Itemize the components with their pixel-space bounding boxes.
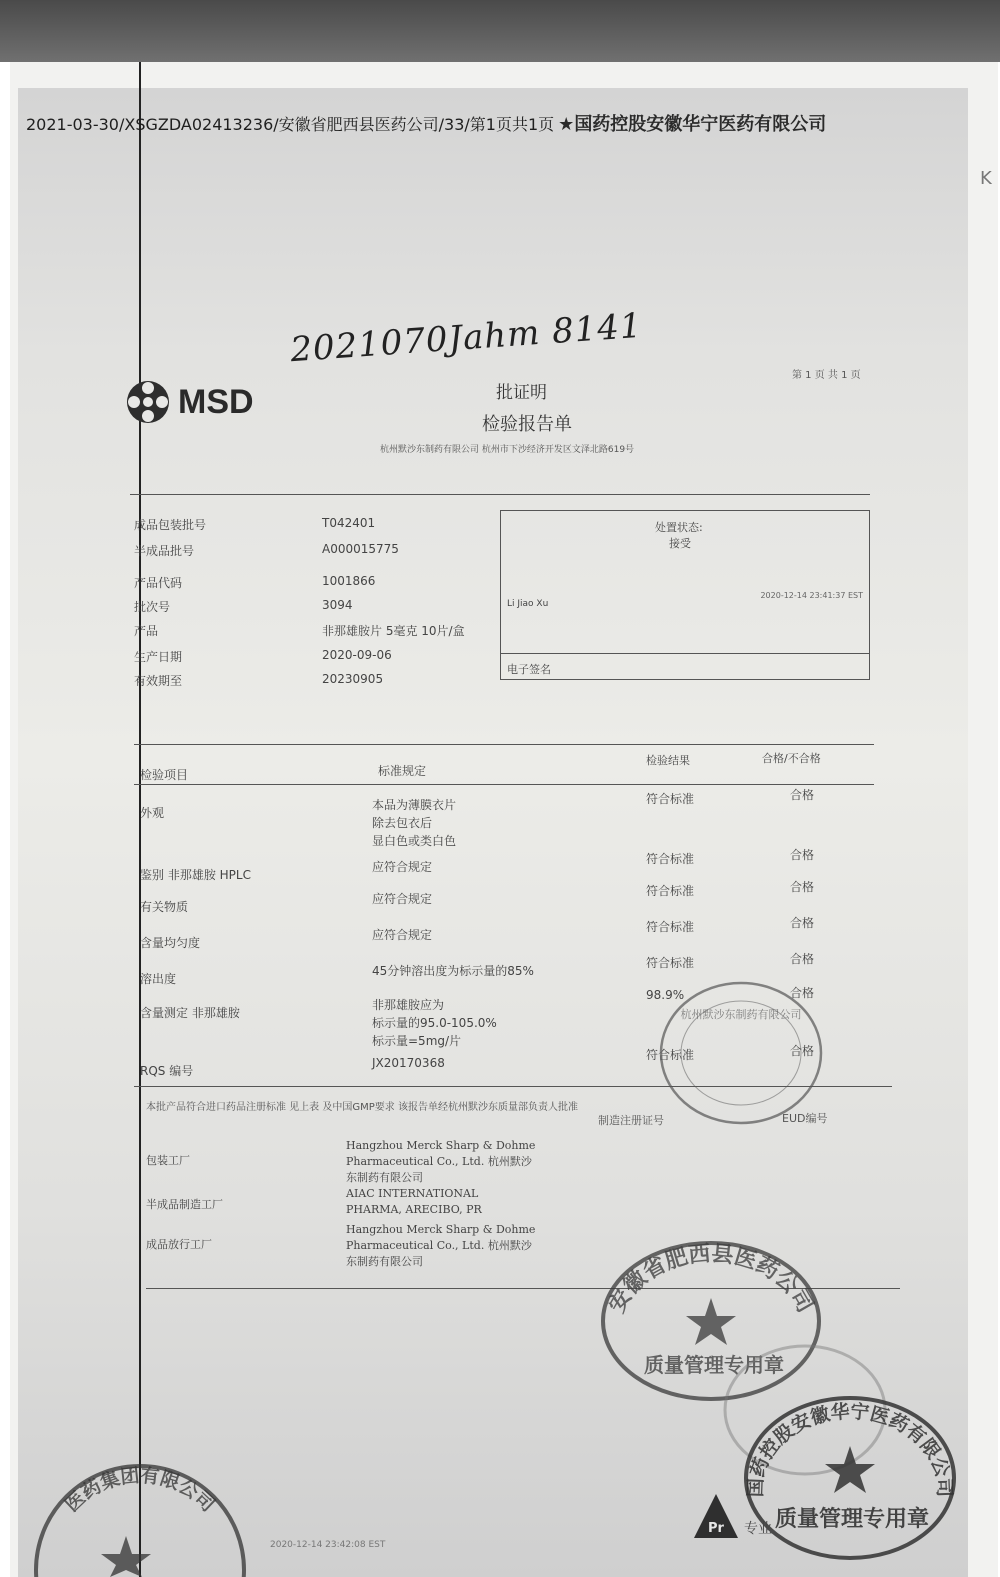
- divider: [134, 744, 874, 745]
- test-item: RQS 编号: [140, 1064, 194, 1078]
- test-result: 98.9%: [646, 988, 685, 1002]
- test-conclusion: 合格: [790, 952, 815, 966]
- report-title: 检验报告单: [482, 414, 572, 435]
- test-conclusion: 合格: [790, 848, 815, 862]
- test-standard: [372, 996, 497, 1050]
- manufacturer-label: 成品放行工厂: [146, 1238, 212, 1251]
- test-result: 符合标准: [646, 1048, 695, 1062]
- manufacturer-name: [346, 1186, 482, 1218]
- standard-line: 显白色或类白色: [372, 834, 457, 848]
- msd-logo: [126, 380, 254, 424]
- info-row: [0, 574, 500, 598]
- status-value: 接受: [669, 537, 691, 550]
- info-label: 半成品批号: [134, 544, 195, 558]
- test-conclusion: 合格: [790, 788, 815, 802]
- manufacturer-label: 半成品制造工厂: [146, 1198, 223, 1211]
- test-conclusion: 合格: [790, 1044, 815, 1058]
- divider: [134, 784, 874, 785]
- col-header-conclusion: 合格/不合格: [762, 752, 821, 765]
- test-standard: [372, 890, 432, 908]
- svg-text:医药集团有限公司: [61, 1464, 219, 1517]
- bottom-timestamp: 2020-12-14 23:42:08 EST: [270, 1540, 386, 1550]
- standard-line: 应符合规定: [372, 892, 433, 906]
- info-label: 有效期至: [134, 674, 183, 688]
- standard-line: JX20170368: [372, 1056, 445, 1070]
- test-item: 鉴别 非那雄胺 HPLC: [140, 868, 251, 882]
- star-icon: [825, 1446, 875, 1493]
- manufacturer-label: 包装工厂: [146, 1154, 190, 1167]
- divider: [501, 653, 869, 654]
- standard-line: 45分钟溶出度为标示量的85%: [372, 964, 534, 978]
- info-row: [0, 598, 500, 622]
- sinopharm-stamp-text: 国药控股安徽华宁医药有限公司: [744, 1400, 956, 1498]
- document-header: [26, 110, 986, 136]
- company-address: 杭州默沙东制药有限公司 杭州市下沙经济开发区文泽北路619号: [380, 445, 635, 455]
- test-conclusion: 合格: [790, 916, 815, 930]
- test-standard: [372, 1054, 445, 1072]
- test-item: 外观: [140, 806, 165, 820]
- feixi-stamp-text: 安徽省肥西县医药公司: [603, 1240, 819, 1318]
- info-row: [0, 648, 500, 672]
- test-conclusion: 合格: [790, 880, 815, 894]
- info-value: A000015775: [322, 542, 399, 556]
- page-number: 第 1 页 共 1 页: [792, 370, 861, 381]
- col-header-item: 检验项目: [140, 768, 189, 782]
- test-result: 符合标准: [646, 884, 695, 898]
- test-standard: [372, 926, 432, 944]
- manufacturer-name: [346, 1222, 535, 1270]
- signer-name: Li Jiao Xu: [507, 599, 549, 609]
- info-row: [0, 622, 500, 646]
- header-company: ★国药控股安徽华宁医药有限公司: [558, 114, 827, 135]
- group-stamp: [30, 1440, 250, 1577]
- standard-line: 标示量=5mg/片: [372, 1034, 462, 1048]
- standard-line: 应符合规定: [372, 928, 433, 942]
- signature-box: [500, 510, 870, 680]
- compliance-statement: 本批产品符合进口药品注册标准 见上表 及中国GMP要求 该报告单经杭州默沙东质量部负责人批准: [146, 1102, 578, 1113]
- msd-seal-text: 杭州默沙东制药有限公司: [680, 1008, 802, 1021]
- msd-quality-seal: [656, 978, 826, 1128]
- info-label: 成品包装批号: [134, 518, 207, 532]
- manufacturer-line: 东制药有限公司: [346, 1171, 423, 1184]
- status-label: 处置状态:: [655, 521, 703, 534]
- manufacturer-line: AIAC INTERNATIONAL: [346, 1187, 479, 1200]
- pr-triangle-icon: [692, 1492, 740, 1540]
- standard-line: 非那雄胺应为: [372, 998, 445, 1012]
- sinopharm-stamp-subtext: 质量管理专用章: [774, 1506, 930, 1532]
- info-row: [0, 672, 500, 696]
- standard-line: 应符合规定: [372, 860, 433, 874]
- batch-line: 2021-03-30/XSGZDA02413236/安徽省肥西县医药公司/33/第1页共1页: [26, 115, 555, 134]
- pr-logo-text: 专业: [744, 1521, 772, 1537]
- info-label: 产品: [134, 624, 159, 638]
- feixi-stamp-subtext: 质量管理专用章: [644, 1353, 784, 1377]
- col-header-standard: 标准规定: [378, 764, 427, 778]
- star-icon: [101, 1536, 151, 1577]
- test-item: 溶出度: [140, 972, 177, 986]
- e-signature-label: 电子签名: [507, 663, 551, 676]
- sinopharm-quality-stamp: [740, 1394, 960, 1564]
- standard-line: 除去包衣后: [372, 816, 433, 830]
- msd-logo-text: MSD: [178, 382, 254, 421]
- info-value: 20230905: [322, 672, 384, 686]
- test-item: 有关物质: [140, 900, 189, 914]
- info-label: 生产日期: [134, 650, 183, 664]
- manufacturer-name: [346, 1138, 535, 1186]
- standard-line: 本品为薄膜衣片: [372, 798, 457, 812]
- info-value: 2020-09-06: [322, 648, 392, 662]
- signature-timestamp: 2020-12-14 23:41:37 EST: [760, 591, 863, 600]
- cert-title: 批证明: [496, 383, 547, 403]
- test-conclusion: 合格: [790, 986, 815, 1000]
- test-item: 含量测定 非那雄胺: [140, 1006, 240, 1020]
- info-label: 批次号: [134, 600, 171, 614]
- test-result: 符合标准: [646, 852, 695, 866]
- info-value: 1001866: [322, 574, 376, 588]
- manufacturer-line: Pharmaceutical Co., Ltd. 杭州默沙: [346, 1155, 532, 1168]
- test-item: 含量均匀度: [140, 936, 201, 950]
- manufacturer-line: PHARMA, ARECIBO, PR: [346, 1203, 482, 1216]
- divider: [130, 494, 870, 495]
- permit-label: 制造注册证号: [598, 1114, 664, 1127]
- msd-logo-icon: [126, 380, 170, 424]
- handwritten-note: 2021070Jahm 8141: [289, 305, 644, 371]
- svg-text:Pr: Pr: [708, 1521, 724, 1536]
- test-result: 符合标准: [646, 792, 695, 806]
- info-row: [0, 542, 500, 566]
- test-standard: [372, 962, 534, 980]
- info-row: [0, 516, 500, 540]
- standard-line: 标示量的95.0-105.0%: [372, 1016, 497, 1030]
- manufacturer-line: Hangzhou Merck Sharp & Dohme: [346, 1223, 536, 1236]
- test-result: 符合标准: [646, 956, 695, 970]
- test-standard: [372, 796, 456, 850]
- manufacturer-line: 东制药有限公司: [346, 1255, 423, 1268]
- page-corner-mark: K: [980, 168, 992, 189]
- manufacturer-line: Hangzhou Merck Sharp & Dohme: [346, 1139, 536, 1152]
- col-header-result: 检验结果: [646, 754, 690, 767]
- star-icon: [686, 1298, 736, 1345]
- manufacturer-line: Pharmaceutical Co., Ltd. 杭州默沙: [346, 1239, 532, 1252]
- test-result: 符合标准: [646, 920, 695, 934]
- info-value: T042401: [322, 516, 376, 530]
- eud-label: EUD编号: [782, 1112, 828, 1125]
- info-label: 产品代码: [134, 576, 183, 590]
- test-standard: [372, 858, 432, 876]
- scanner-top-band: [0, 0, 1000, 62]
- info-value: 3094: [322, 598, 353, 612]
- info-value: 非那雄胺片 5毫克 10片/盒: [322, 624, 465, 638]
- group-stamp-text: 医药集团有限公司: [60, 1464, 220, 1517]
